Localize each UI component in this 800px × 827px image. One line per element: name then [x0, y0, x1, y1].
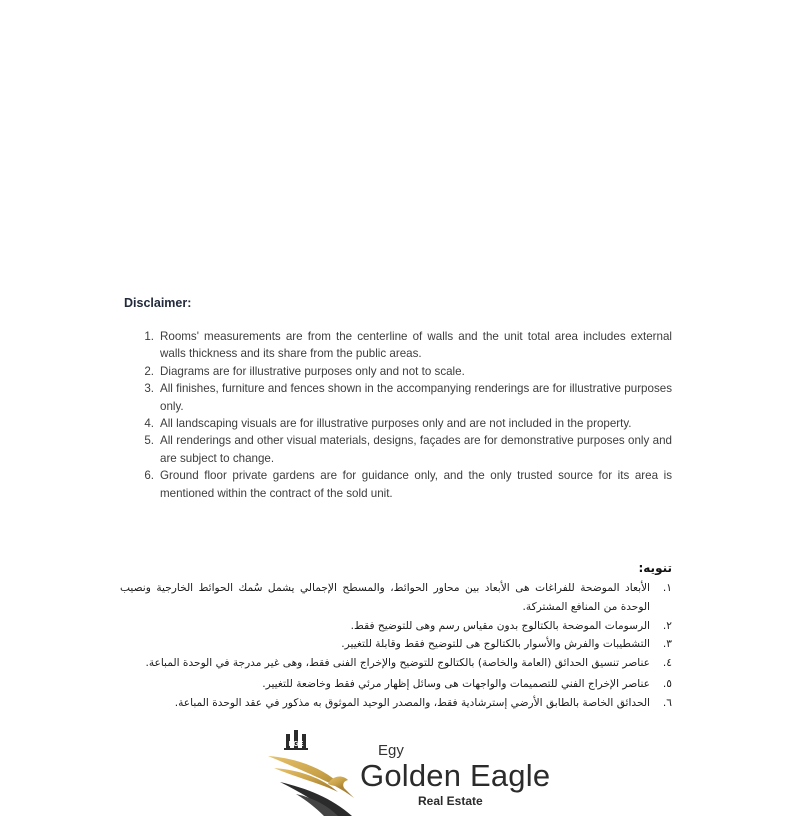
disclaimer-item: [124, 363, 672, 380]
item-number: ٤.: [662, 657, 672, 670]
item-number: ٦.: [662, 696, 672, 709]
item-number: ٢.: [662, 619, 672, 632]
logo-tagline: Real Estate: [418, 794, 483, 808]
item-number: ٥.: [662, 677, 672, 690]
disclaimer-item: [124, 328, 672, 363]
disclaimer-item: [124, 467, 672, 502]
item-number: 4.: [144, 417, 154, 431]
arabic-disclaimer-list: [120, 579, 672, 713]
item-number: 1.: [144, 330, 154, 343]
disclaimer-item: [120, 635, 672, 654]
logo-prefix: Egy: [378, 742, 404, 759]
item-text: عناصر الإخراج الفني للتصميمات والواجهات هى وسائل إظهار مرئي فقط وخاضعة للتغيير.: [262, 677, 650, 690]
disclaimer-item: [124, 380, 672, 415]
arabic-disclaimer: [120, 561, 672, 713]
disclaimer-item: [120, 617, 672, 636]
item-text: الأبعاد الموضحة للفراغات هى الأبعاد بين محاور الحوائط، والمسطح الإجمالي يشمل سُمك الحوائط الخارجية ونصيب الوحدة من المنافع المشتركة.: [120, 582, 650, 613]
item-text: All landscaping visuals are for illustrative purposes only and are not included in the property.: [160, 417, 632, 431]
item-number: 2.: [144, 364, 154, 378]
item-number: 3.: [144, 382, 154, 396]
logo-monogram: EGE: [288, 741, 304, 748]
logo-name: Golden Eagle: [360, 758, 551, 793]
disclaimer-item: [120, 579, 672, 617]
english-disclaimer-list: [124, 328, 672, 502]
disclaimer-item: [124, 415, 672, 432]
english-disclaimer: [124, 296, 672, 502]
item-text: Ground floor private gardens are for guidance only, and the only trusted source for its area is mentioned within the contract of the sold unit.: [160, 469, 672, 500]
golden-eagle-logo: [266, 728, 556, 818]
item-text: الرسومات الموضحة بالكتالوج بدون مقياس رسم وهى للتوضيح فقط.: [350, 619, 650, 632]
item-text: Diagrams are for illustrative purposes only and not to scale.: [160, 364, 465, 378]
disclaimer-item: [120, 654, 672, 673]
item-number: ٣.: [662, 638, 672, 651]
item-text: عناصر تنسيق الحدائق (العامة والخاصة) بالكتالوج للتوضيح والإخراج الفنى فقط، وهى غير مدرجة في الوحدة المباعة.: [145, 657, 650, 670]
disclaimer-item: [124, 432, 672, 467]
item-text: التشطيبات والفرش والأسوار بالكتالوج هى للتوضيح فقط وقابلة للتغيير.: [341, 638, 650, 651]
arabic-disclaimer-title: تنويه:: [638, 561, 672, 575]
item-number: 5.: [144, 434, 154, 448]
item-text: All renderings and other visual materials, designs, façades are for demonstrative purposes only and are subject to change.: [160, 434, 672, 465]
item-text: All finishes, furniture and fences shown in the accompanying renderings are for illustrative purposes only.: [160, 382, 672, 413]
english-disclaimer-title: Disclaimer:: [124, 296, 192, 310]
item-number: ١.: [662, 582, 672, 594]
item-text: Rooms' measurements are from the centerline of walls and the unit total area includes external walls thickness and its share from the public areas.: [160, 330, 672, 361]
disclaimer-item: [120, 675, 672, 694]
item-number: 6.: [144, 469, 154, 483]
item-text: الحدائق الخاصة بالطابق الأرضي إسترشادية فقط، والمصدر الوحيد الموثوق به مذكور في عقد الوحدة المباعة.: [174, 696, 650, 709]
disclaimer-item: [120, 694, 672, 713]
